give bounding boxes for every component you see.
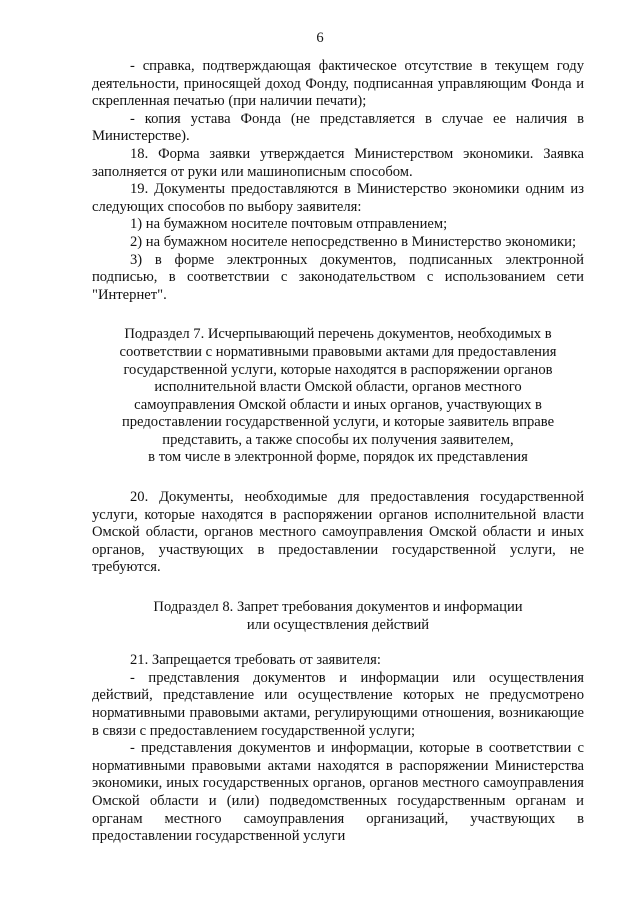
heading-line: государственной услуги, которые находятся в распоряжении органов [123,361,553,378]
heading-line: исполнительной власти Омской области, органов местного [154,379,522,396]
heading-line: в том числе в электронной форме, порядок их представления [148,449,528,466]
page-number: 6 [316,30,324,46]
heading-line: Подраздел 7. Исчерпывающий перечень документов, необходимых в [124,326,552,343]
paragraph-19: 19. Документы предоставляются в Министерство экономики одним из следующих способов по выбору заявителя: [92,181,584,215]
subsection-7-heading [92,326,584,467]
list-item-charter-copy: - копия устава Фонда (не представляется в случае ее наличия в Министерстве). [92,110,584,145]
heading-line: соответствии с нормативными правовыми актами для предоставления [119,343,557,360]
subsection-8-heading [92,599,584,634]
heading-line: самоуправления Омской области и иных органов, участвующих в [134,396,542,413]
document-body [92,58,584,846]
heading-line: Подраздел 8. Запрет требования документов и информации [153,599,523,616]
list-item-certificate: - справка, подтверждающая фактическое отсутствие в текущем году деятельности, приносящей доход Фонду, подписанная управляющим Фонда и скрепленная печатью (при наличии печати); [92,58,584,110]
method-item-2: 2) на бумажном носителе непосредственно в Министерство экономики; [130,233,576,250]
method-item-3: 3) в форме электронных документов, подписанных электронной подписью, в соответствии с законодательством с использованием сети "Интернет". [92,251,584,303]
list-item-prohibition-2: - представления документов и информации, которые в соответствии с нормативными правовыми актами находятся в распоряжении Министерства экономики, иных государственных органов, органов местного самоуправления Омской области и (или) подведомственных государственным органам и органам местного самоуправления организаций, участвующих в предоставлении государственной услуги [92,740,584,845]
paragraph-18: 18. Форма заявки утверждается Министерством экономики. Заявка заполняется от руки или машинописным способом. [92,145,584,180]
list-item-prohibition-1: - представления документов и информации или осуществления действий, представление или осуществление которых не предусмотрено нормативными правовыми актами, регулирующими отношения, возникающие в связи с предоставлением государственной услуги; [92,669,584,739]
heading-line: представить, а также способы их получения заявителем, [162,431,514,448]
method-item-1: 1) на бумажном носителе почтовым отправлением; [130,216,448,233]
heading-line: предоставлении государственной услуги, и которые заявитель вправе [121,414,555,431]
paragraph-21: 21. Запрещается требовать от заявителя: [130,652,381,669]
heading-line: или осуществления действий [246,616,430,633]
paragraph-20: 20. Документы, необходимые для предоставления государственной услуги, которые находятся в распоряжении органов исполнительной власти Омской области, органов местного самоуправления Омской области и иных органов, участвующих в предоставлении государственной услуги, не требуются. [92,489,584,576]
